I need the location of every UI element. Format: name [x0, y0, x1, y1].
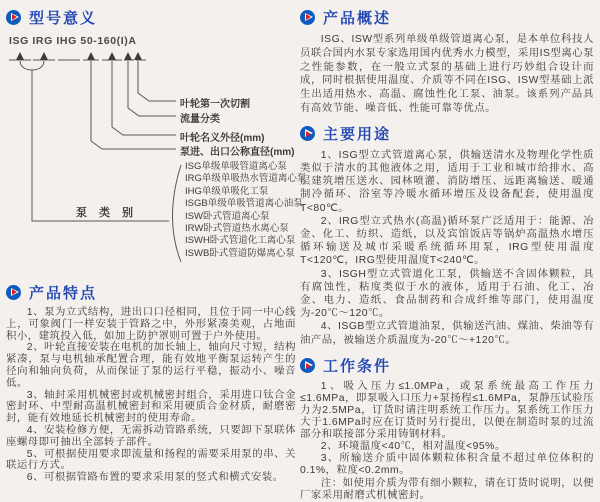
- section-bullet-icon: [300, 126, 315, 141]
- section-bullet-icon: [6, 10, 21, 25]
- pump-type-item: ISWH卧式管道化工离心泵: [185, 235, 296, 247]
- condition-item-2: 2、环境温度<40℃，相对温度<95%。: [320, 441, 506, 453]
- pump-type-item: IRG单级单吸热水管道离心泵: [185, 173, 307, 185]
- condition-item-3: 3、所输送介质中固体颗粒体积含量不超过单位体积的0.1%，粒度<0.2mm。: [300, 453, 594, 477]
- pump-type-list: [185, 161, 306, 260]
- callout-inlet-outlet-diameter: 泵进、出口公称直径(mm): [180, 147, 295, 158]
- callout-impeller-nominal-diameter: 叶轮名义外径(mm): [180, 133, 265, 144]
- section-product-overview-header: [300, 6, 594, 28]
- pump-type-item: ISW卧式管道离心泵: [185, 210, 270, 222]
- pump-category-label: 泵类别: [76, 207, 145, 219]
- usage-item-3: 3、ISGH型立式管道化工泵，供输送不含固体颗粒，具有腐蚀性，粘度类似于水的液体，适用于石油、化工、冶金、电力、造纸、食品制药和合成纤维等部门，使用温度为-20℃～120℃。: [300, 268, 594, 320]
- feature-item-3: 3、轴封采用机械密封或机械密封组合，采用进口钛合金密封环、中型耐高温机械密封和采用硬质合金材质，耐磨密封，能有效地延长机械密封的使用寿命。: [6, 389, 296, 425]
- feature-item-6: 6、可根据管路布置的要求采用泵的竖式和横式安装。: [26, 472, 284, 484]
- section-title-working-conditions: 工作条件: [323, 358, 392, 376]
- section-title-model-meaning: 型号意义: [29, 9, 98, 27]
- section-bullet-icon: [300, 358, 315, 373]
- callout-flow-classification: 流量分类: [180, 114, 220, 125]
- section-product-overview: [300, 6, 594, 116]
- model-code-text: ISG IRG IHG 50-160(I)A: [9, 35, 137, 47]
- pump-type-item: ISGB单级单吸管道离心油泵: [185, 198, 303, 210]
- usage-item-4: 4、ISGB型立式管道油泵，供输送汽油、煤油、柴油等有油产品，被输送介质温度为-20℃～+120℃。: [300, 321, 594, 346]
- pump-type-item: ISG单级单吸管道离心泵: [185, 161, 287, 172]
- overview-paragraph: ISG、ISW型系列单级单级管道离心泵，是本单位科技人员联合国内水泵专家选用国内优秀水力模型，采用IS型离心泵之性能参数，在一般立式泵的基础上进行巧妙组合设计而成，同时根据使用温度、介质等不同在ISG、ISW型基础上派生出适用热水、高温、腐蚀性化工泵、油泵。该系列产品具有高效节能、噪音低、性能可靠等优点。: [300, 34, 594, 114]
- pump-type-item: IRW卧式管道热水离心泵: [185, 223, 289, 235]
- section-bullet-icon: [6, 285, 21, 300]
- feature-item-5: 5、可根据使用要求即流量和扬程的需要采用泵的串、关联运行方式。: [6, 448, 296, 472]
- feature-item-2: 2、叶轮直接安装在电机的加长轴上，轴向尺寸短，结构紧凑，泵与电机轴承配置合理，能有效地平衡泵运转产生的径向和轴向负荷，从而保证了泵的运行平稳，振动小、噪音低。: [6, 342, 296, 389]
- section-main-uses: [300, 123, 594, 347]
- section-main-uses-header: [300, 123, 594, 145]
- pump-type-item: IHG单级单吸化工泵: [185, 185, 269, 197]
- section-title-product-overview: 产品概述: [323, 9, 392, 27]
- section-title-main-uses: 主要用途: [323, 126, 392, 144]
- usage-item-2: 2、IRG型立式热水(高温)循环泵广泛适用于：能源、冶金、化工、纺织、造纸，以及宾馆饭店等锅炉高温热水增压循环输送及城市采暖系统循环用泵，IRG型使用温度T<120℃，IRG型使用温度T<240℃。: [300, 215, 594, 267]
- section-bullet-icon: [300, 10, 315, 25]
- usage-item-1: 1、ISG型立式管道离心泵，供输送清水及物理化学性质类似于清水的其他液体之用，适用于工业和城市给排水、高层建筑增压送水、园林喷灌、消防增压、远距离输送、暖通制冷循环、浴室等冷暖水循环增压及设备配套，使用温度T<80℃。: [300, 149, 594, 214]
- feature-item-4: 4、安装检修方便，无需拆动管路系统，只要卸下泵联体座螺母即可抽出全部转子部件。: [6, 424, 296, 448]
- section-title-product-features: 产品特点: [29, 284, 98, 302]
- section-product-features-header: [6, 281, 296, 303]
- feature-item-1: 1、泵为立式结构，进出口口径相同，且位于同一中心线上，可象阀门一样安装于管路之中，外形紧凑美观，占地面积小，建筑投入低，如加上防护罩则可置于户外使用。: [6, 307, 296, 342]
- section-product-features: [6, 281, 296, 484]
- callout-impeller-first-cut: 叶轮第一次切割: [180, 99, 250, 110]
- pump-type-item: ISWB卧式管道防爆离心泵: [185, 247, 295, 259]
- model-designation-diagram: [6, 35, 307, 269]
- section-model-meaning-header: [6, 6, 296, 28]
- right-column: [300, 6, 594, 502]
- condition-note: 注：如使用介质为带有细小颗粒，请在订货时说明，以便厂家采用耐磨式机械密封。: [300, 477, 594, 501]
- section-working-conditions: [300, 355, 594, 502]
- section-working-conditions-header: [300, 355, 594, 377]
- left-column: [6, 6, 307, 484]
- condition-item-1: 1、吸入压力≤1.0MPa，或泵系统最高工作压力≤1.6MPa，即泵吸入口压力+泵扬程≤1.6MPa，泵静压试验压力为2.5MPa，订货时请注明系统工作压力。泵系统工作压力大于1.6MPa时应在订货时另行提出，以便在制造时泵的过流部分和联接部分采用铸钢材料。: [300, 380, 594, 441]
